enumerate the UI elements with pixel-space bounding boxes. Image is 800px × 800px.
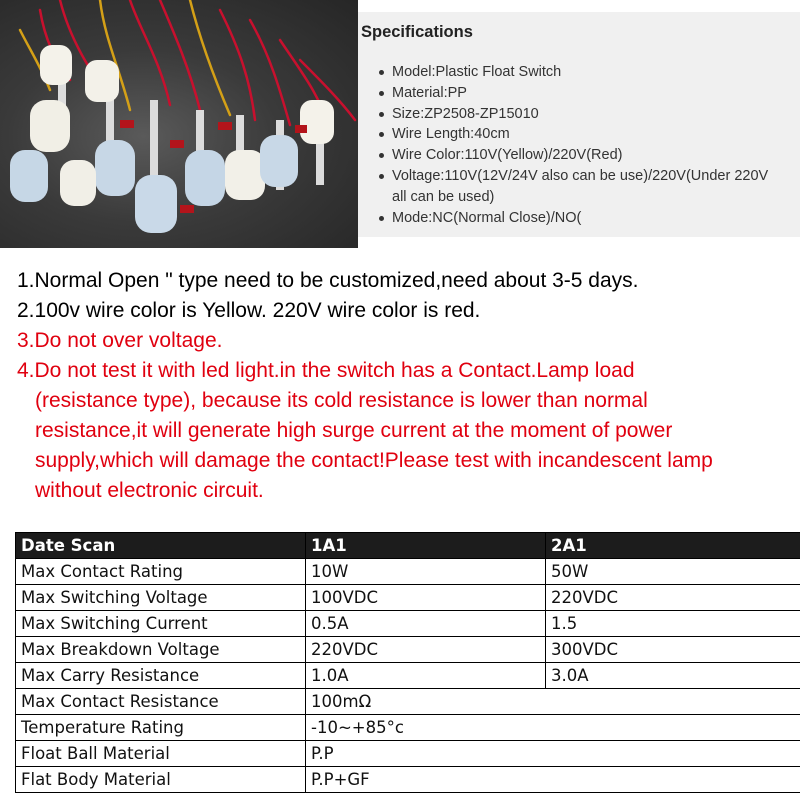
table-row: [16, 611, 800, 637]
table-row: [16, 559, 800, 585]
spec-item-text: Material:PP: [392, 84, 467, 101]
header-1a1: 1A1: [306, 533, 546, 559]
table-row: [16, 663, 800, 689]
table-row-label: Max Carry Resistance: [16, 663, 306, 689]
table-cell-value: 100mΩ: [306, 689, 800, 715]
specifications-panel: [358, 12, 800, 237]
note-line: 3.Do not over voltage.: [17, 329, 223, 352]
table-cell-value: 1.5: [546, 611, 800, 637]
table-body: [16, 559, 800, 793]
note-line: 1.Normal Open " type need to be customized,need about 3-5 days.: [17, 269, 639, 292]
table-cell-value: -10~+85°c: [306, 715, 800, 741]
table-row: [16, 741, 800, 767]
table-row: [16, 715, 800, 741]
note-line: 2.100v wire color is Yellow. 220V wire color is red.: [17, 299, 481, 322]
table-cell-value: 50W: [546, 559, 800, 585]
spec-item-text: Mode:NC(Normal Close)/NO(: [392, 209, 582, 226]
spec-item: [376, 166, 800, 208]
header-date-scan: Date Scan: [16, 533, 306, 559]
table-row-label: Max Switching Current: [16, 611, 306, 637]
table-cell-value: 300VDC: [546, 637, 800, 663]
table-cell-value: 3.0A: [546, 663, 800, 689]
table-cell-value: P.P: [306, 741, 800, 767]
spec-item: [376, 83, 800, 104]
table-row-label: Max Switching Voltage: [16, 585, 306, 611]
spec-item-text: Wire Length:40cm: [392, 126, 510, 143]
spec-item-text-continued: all can be used): [392, 188, 495, 205]
table-header-row: [16, 533, 800, 559]
spec-item-text: Size:ZP2508-ZP15010: [392, 105, 539, 122]
spec-item: [376, 124, 800, 145]
table-row: [16, 585, 800, 611]
table-row-label: Max Contact Resistance: [16, 689, 306, 715]
spec-item-text: Wire Color:110V(Yellow)/220V(Red): [392, 147, 623, 164]
header-2a1: 2A1: [546, 533, 800, 559]
table-row: [16, 637, 800, 663]
note-line-continued: (resistance type), because its cold resistance is lower than normal: [35, 389, 648, 412]
note-line-continued: resistance,it will generate high surge current at the moment of power: [35, 419, 673, 442]
specification-table: [15, 532, 800, 793]
spec-item: [376, 62, 800, 83]
notes-section: [17, 266, 797, 506]
spec-item-text: Model:Plastic Float Switch: [392, 64, 562, 80]
table-cell-value: 100VDC: [306, 585, 546, 611]
table-row-label: Max Breakdown Voltage: [16, 637, 306, 663]
table-row-label: Float Ball Material: [16, 741, 306, 767]
table-cell-value: 1.0A: [306, 663, 546, 689]
table-cell-value: 10W: [306, 559, 546, 585]
table-cell-value: P.P+GF: [306, 767, 800, 793]
product-photo: [0, 0, 358, 248]
note-line-continued: without electronic circuit.: [35, 479, 264, 502]
spec-item-text: Voltage:110V(12V/24V also can be use)/220V(Under 220V: [392, 167, 769, 184]
table-cell-value: 220VDC: [546, 585, 800, 611]
spec-item: [376, 208, 800, 229]
specifications-list: [376, 62, 800, 228]
table-row-label: Max Contact Rating: [16, 559, 306, 585]
specifications-title: Specifications: [361, 23, 473, 41]
table-row: [16, 767, 800, 793]
table-row: [16, 689, 800, 715]
spec-item: [376, 104, 800, 125]
note-line: 4.Do not test it with led light.in the switch has a Contact.Lamp load: [17, 359, 635, 382]
table-row-label: Flat Body Material: [16, 767, 306, 793]
table-cell-value: 0.5A: [306, 611, 546, 637]
table-cell-value: 220VDC: [306, 637, 546, 663]
note-line-continued: supply,which will damage the contact!Please test with incandescent lamp: [35, 449, 713, 472]
table-row-label: Temperature Rating: [16, 715, 306, 741]
float-switch-illustration: [0, 0, 358, 248]
spec-item: [376, 145, 800, 166]
